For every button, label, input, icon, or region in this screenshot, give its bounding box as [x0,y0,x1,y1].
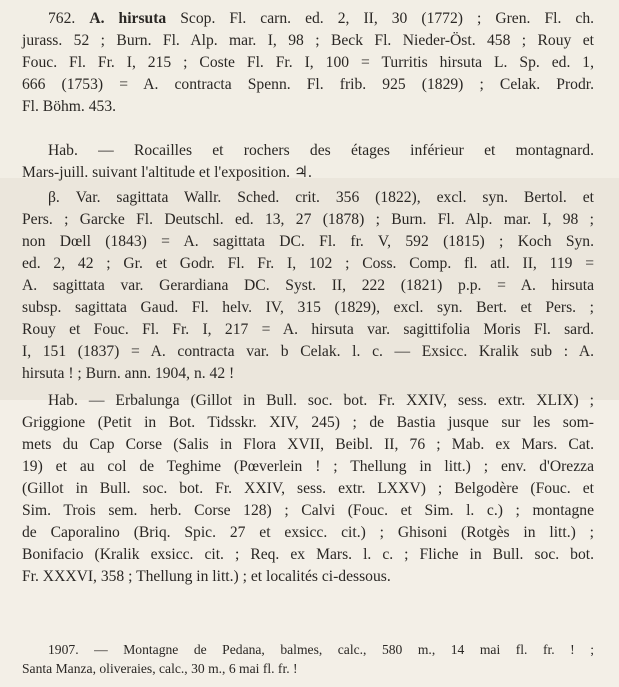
habitat-line: Mars-juill. suivant l'altitude et l'exposition. ♃. [22,164,312,181]
species-name: A. hirsuta [89,10,167,27]
locality-line: 19) et au col de Teghime (Pœverlein ! ; Thellung in litt.) ; env. d'Orezza [22,458,594,475]
variety-paragraph [22,187,594,385]
variety-line: Pers. ; Garcke Fl. Deutschl. ed. 13, 27 (1878) ; Burn. Fl. Alp. mar. I, 98 ; [22,211,594,228]
entry-line: jurass. 52 ; Burn. Fl. Alp. mar. I, 98 ; Beck Fl. Nieder-Öst. 458 ; Rouy et [22,32,594,49]
locality-line: Griggione (Petit in Bot. Tidsskr. XIV, 245) ; de Bastia jusque sur les som- [22,414,594,431]
habitat-line: Hab. — Rocailles et rochers des étages inférieur et montagnard. [48,142,594,159]
variety-line: A. sagittata var. Gerardiana DC. Syst. II, 222 (1821) p.p. = A. hirsuta [22,277,594,294]
locality-line: (Gillot in Bull. soc. bot. Fr. XXIV, sess. extr. LXXV) ; Belgodère (Fouc. et [22,480,594,497]
variety-line: ed. 2, 42 ; Gr. et Godr. Fl. Fr. I, 102 ; Coss. Comp. fl. atl. II, 119 = [22,255,594,272]
collection-line: Santa Manza, oliveraies, calc., 30 m., 6 mai fl. fr. ! [22,661,298,676]
entry-line: Fl. Böhm. 453. [22,98,117,115]
variety-line: β. Var. sagittata Wallr. Sched. crit. 356 (1822), excl. syn. Bertol. et [48,189,594,206]
variety-line: hirsuta ! ; Burn. ann. 1904, n. 42 ! [22,365,235,382]
habitat-paragraph [22,140,594,184]
variety-line: subsp. sagittata Gaud. Fl. helv. IV, 315 (1829), excl. syn. Bert. et Pers. ; [22,299,594,316]
species-entry [22,8,594,118]
localities-paragraph [22,390,594,588]
locality-line: Hab. — Erbalunga (Gillot in Bull. soc. bot. Fr. XXIV, sess. extr. XLIX) ; [48,392,594,409]
entry-line: 762. A. hirsuta Scop. Fl. carn. ed. 2, II, 30 (1772) ; Gren. Fl. ch. [48,10,595,27]
entry-line: Fouc. Fl. Fr. I, 215 ; Coste Fl. Fr. I, 100 = Turritis hirsuta L. Sp. ed. 1, [22,54,594,71]
locality-line: de Caporalino (Briq. Spic. 27 et exsicc. cit.) ; Ghisoni (Rotgès in litt.) ; [22,524,594,541]
entry-line: 666 (1753) = A. contracta Spenn. Fl. frib. 925 (1829) ; Celak. Prodr. [22,76,594,93]
variety-line: I, 151 (1837) = A. contracta var. b Celak. l. c. — Exsicc. Kralik sub : A. [22,343,594,360]
collection-record [22,640,594,678]
locality-line: Bonifacio (Kralik exsicc. cit. ; Req. ex Mars. l. c. ; Fliche in Bull. soc. bot. [22,546,594,563]
locality-line: Sim. Trois sem. herb. Corse 128) ; Calvi (Fouc. et Sim. l. c.) ; montagne [22,502,594,519]
locality-line: mets du Cap Corse (Salis in Flora XVII, Beibl. II, 76 ; Mab. ex Mars. Cat. [22,436,594,453]
variety-line: non Dœll (1843) = A. sagittata DC. Fl. fr. V, 592 (1815) ; Koch Syn. [22,233,594,250]
variety-line: Rouy et Fouc. Fl. Fr. I, 217 = A. hirsuta var. sagittifolia Moris Fl. sard. [22,321,594,338]
locality-line: Fr. XXXVI, 358 ; Thellung in litt.) ; et localités ci-dessous. [22,568,391,585]
collection-line: 1907. — Montagne de Pedana, balmes, calc., 580 m., 14 mai fl. fr. ! ; [48,642,594,657]
entry-number: 762. [48,10,76,27]
